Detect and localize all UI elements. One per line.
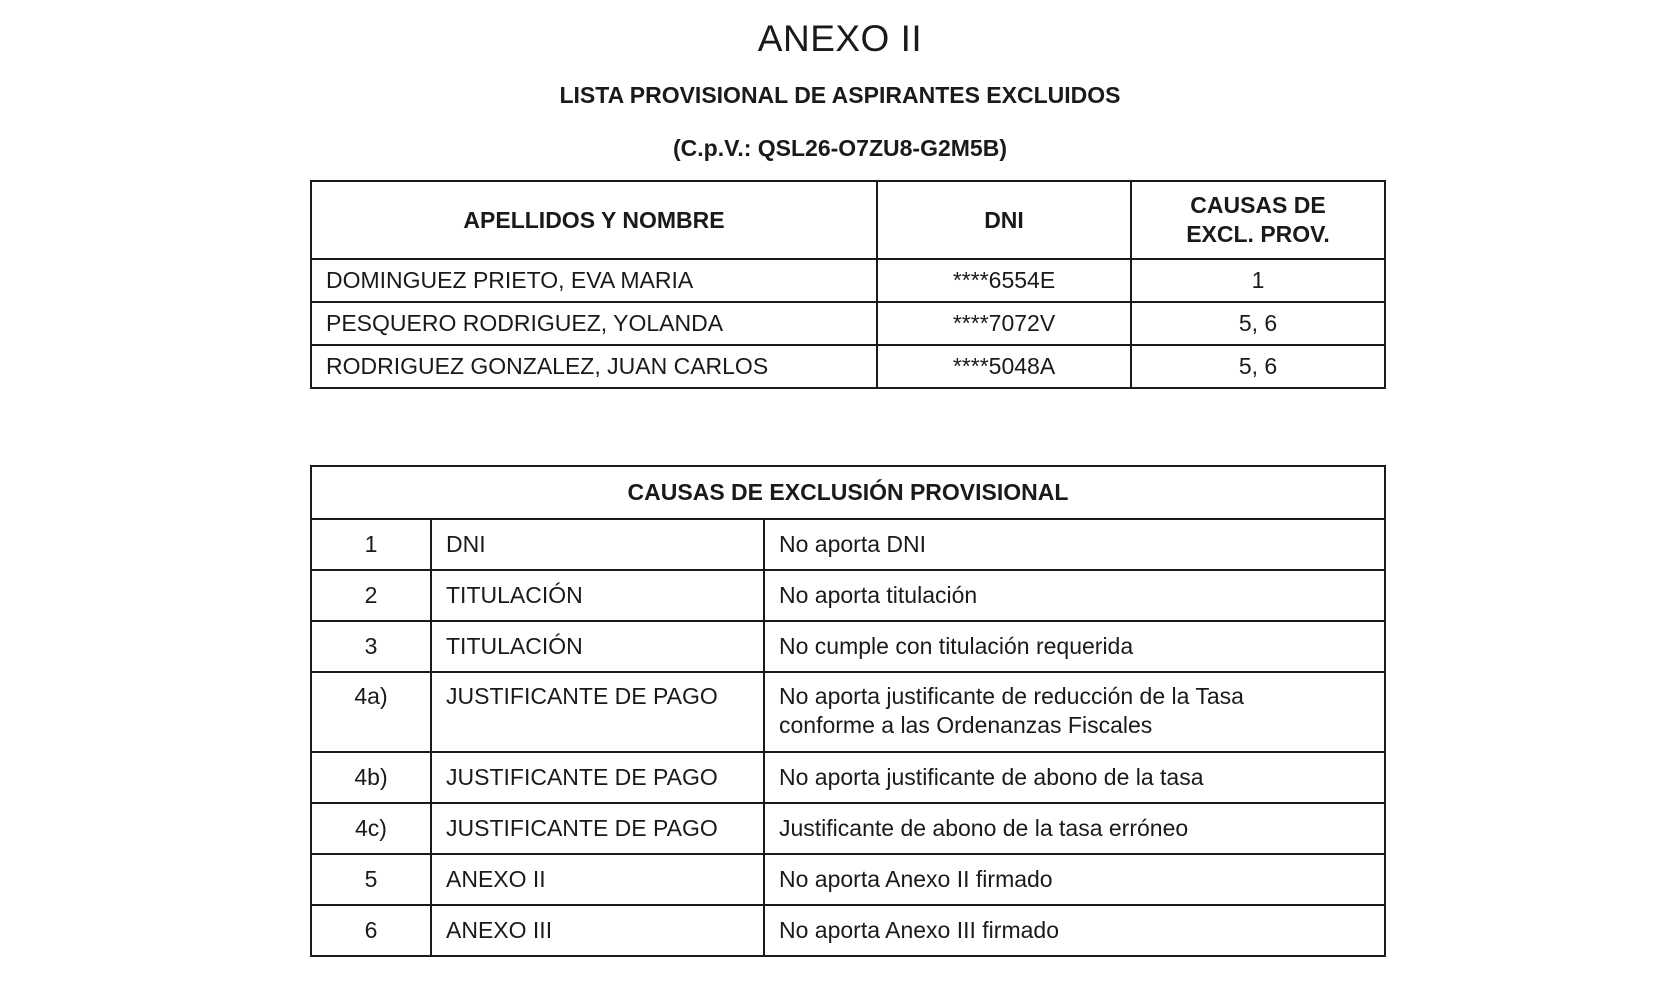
header-causes-line1: CAUSAS DE — [1190, 192, 1326, 218]
excluded-applicants-table — [310, 180, 1386, 389]
cause-description: No aporta titulación — [764, 570, 1385, 621]
document-title: ANEXO II — [757, 18, 923, 59]
cause-category: DNI — [431, 519, 764, 570]
applicant-dni: ****7072V — [877, 302, 1131, 345]
cause-code: 2 — [311, 570, 431, 621]
cause-category: TITULACIÓN — [431, 570, 764, 621]
cause-code: 6 — [311, 905, 431, 956]
table-row — [311, 803, 1385, 854]
cause-code: 4b) — [311, 752, 431, 803]
table-row — [311, 905, 1385, 956]
applicant-name: PESQUERO RODRIGUEZ, YOLANDA — [311, 302, 877, 345]
cause-code: 5 — [311, 854, 431, 905]
table-row — [311, 259, 1385, 302]
header-dni: DNI — [877, 181, 1131, 259]
cause-description-line1: No aporta justificante de reducción de la Tasa — [779, 683, 1244, 709]
cause-description: No aporta DNI — [764, 519, 1385, 570]
causes-table-header: CAUSAS DE EXCLUSIÓN PROVISIONAL — [311, 466, 1385, 519]
cause-category: ANEXO II — [431, 854, 764, 905]
header-causes — [1131, 181, 1385, 259]
table-row — [311, 854, 1385, 905]
cause-code: 4a) — [311, 672, 431, 752]
table-row — [311, 345, 1385, 388]
applicant-name: RODRIGUEZ GONZALEZ, JUAN CARLOS — [311, 345, 877, 388]
cause-description — [764, 672, 1385, 752]
header-name: APELLIDOS Y NOMBRE — [311, 181, 877, 259]
table-header-row — [311, 466, 1385, 519]
cause-code: 3 — [311, 621, 431, 672]
cause-description: Justificante de abono de la tasa erróneo — [764, 803, 1385, 854]
cause-code: 4c) — [311, 803, 431, 854]
cause-code: 1 — [311, 519, 431, 570]
cause-category: JUSTIFICANTE DE PAGO — [431, 672, 764, 752]
cause-description: No aporta justificante de abono de la tasa — [764, 752, 1385, 803]
cause-description: No cumple con titulación requerida — [764, 621, 1385, 672]
table-row — [311, 519, 1385, 570]
cause-category: JUSTIFICANTE DE PAGO — [431, 803, 764, 854]
applicant-causes: 5, 6 — [1131, 345, 1385, 388]
table-row — [311, 570, 1385, 621]
document-subtitle: LISTA PROVISIONAL DE ASPIRANTES EXCLUIDOS — [559, 82, 1121, 108]
verification-code: (C.p.V.: QSL26-O7ZU8-G2M5B) — [673, 135, 1007, 161]
table-header-row — [311, 181, 1385, 259]
table-row — [311, 621, 1385, 672]
cause-category: JUSTIFICANTE DE PAGO — [431, 752, 764, 803]
cause-description-line2: conforme a las Ordenanzas Fiscales — [779, 712, 1153, 738]
applicant-dni: ****6554E — [877, 259, 1131, 302]
applicant-name: DOMINGUEZ PRIETO, EVA MARIA — [311, 259, 877, 302]
cause-description: No aporta Anexo II firmado — [764, 854, 1385, 905]
cause-category: ANEXO III — [431, 905, 764, 956]
applicant-causes: 1 — [1131, 259, 1385, 302]
cause-category: TITULACIÓN — [431, 621, 764, 672]
header-causes-line2: EXCL. PROV. — [1186, 221, 1330, 247]
table-row — [311, 302, 1385, 345]
exclusion-causes-table — [310, 465, 1386, 957]
applicant-dni: ****5048A — [877, 345, 1131, 388]
cause-description: No aporta Anexo III firmado — [764, 905, 1385, 956]
table-row — [311, 752, 1385, 803]
table-row — [311, 672, 1385, 752]
applicant-causes: 5, 6 — [1131, 302, 1385, 345]
